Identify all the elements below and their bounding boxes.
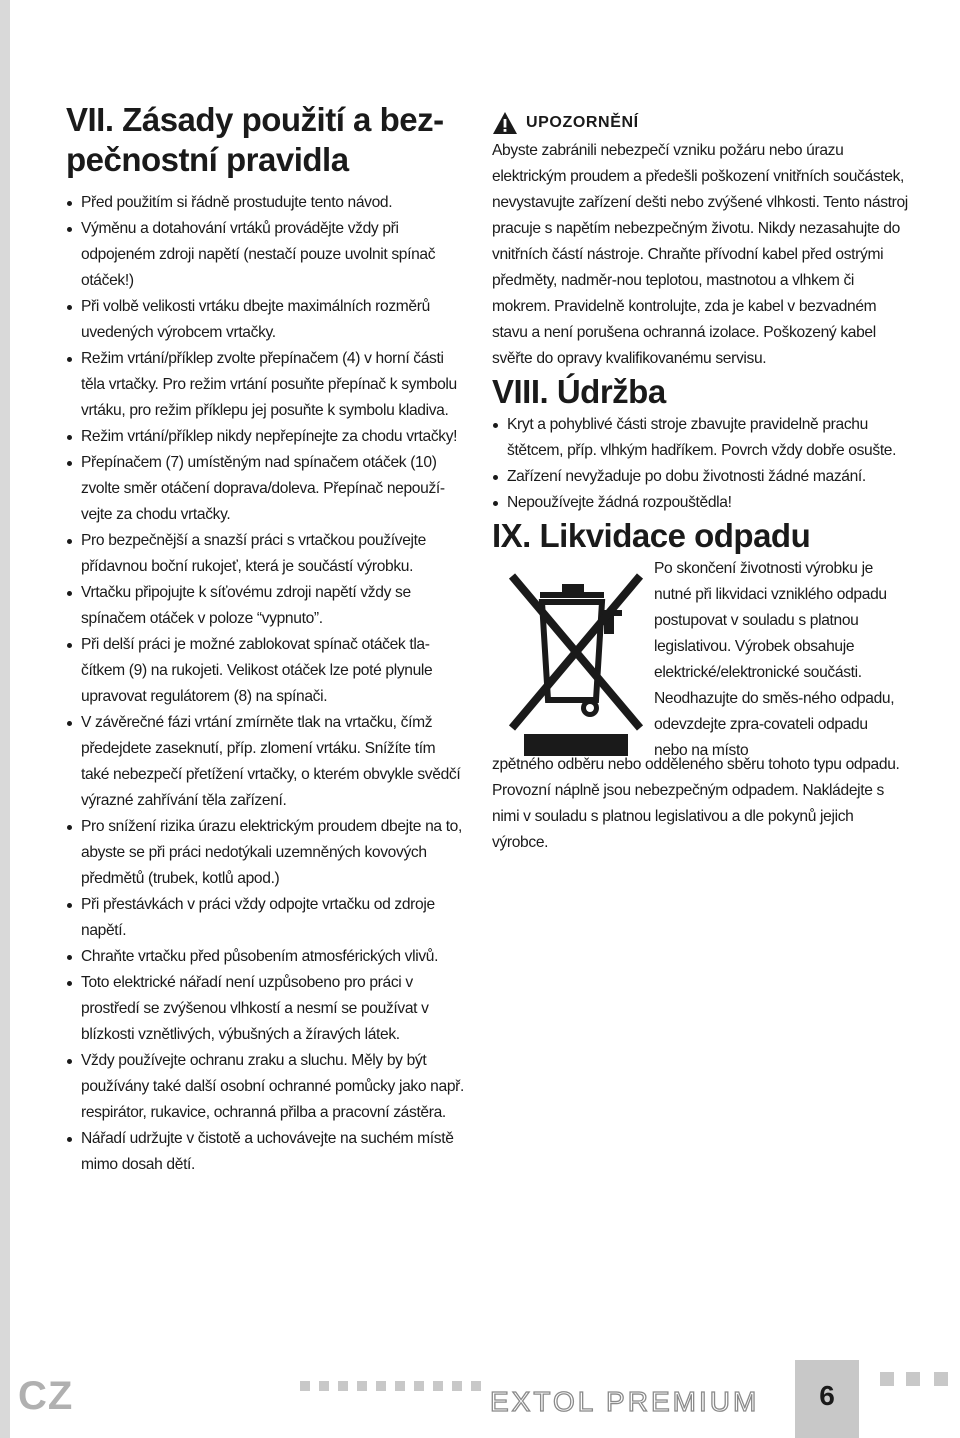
list-item-text: Zařízení nevyžaduje po dobu životnosti žádné mazání. — [507, 468, 866, 485]
bullet-icon — [67, 461, 72, 466]
section-8-list — [492, 412, 912, 516]
list-item-text: V závěrečné fázi vrtání zmírněte tlak na vrtačku, čímž předejdete zaseknutí, příp. zlomení vrtáku. Snížíte tím také nebezpečí přetížení vrtačky, o kterém obvykle svědčí výrazné zahřívání těla zařízení. — [81, 714, 461, 809]
list-item-text: Při volbě velikosti vrtáku dbejte maximálních rozměrů uvedených výrobcem vrtačky. — [81, 298, 430, 341]
list-item — [66, 814, 466, 892]
list-item — [492, 412, 912, 464]
list-item — [66, 710, 466, 814]
bullet-icon — [493, 501, 498, 506]
footer-decor-square — [906, 1372, 920, 1386]
section-9-title: IX. Likvidace odpadu — [492, 517, 811, 554]
page-footer — [0, 1360, 960, 1438]
bullet-icon — [67, 981, 72, 986]
weee-text-beside-icon: Po skončení životnosti výrobku je nutné při likvidaci vzniklého odpadu postupovat v souladu s platnou legislativou. Výrobek obsahuje elektrické/elektronické součásti. Neodhazujte do směs-ného odpadu, odevzdejte zpra-covateli odpadu nebo na místo — [654, 560, 895, 759]
list-item-text: Kryt a pohyblivé části stroje zbavujte pravidelně prachu štětcem, příp. vlhkým hadříkem. Povrch vždy dobře osušte. — [507, 416, 897, 459]
section-7-title-line2: pečnostní pravidla — [66, 141, 349, 178]
list-item-text: Toto elektrické nářadí není uzpůsobeno pro práci v prostředí se zvýšenou vlhkostí a nesmí se používat v blízkosti vznětlivých, výbušných a žíravých látek. — [81, 974, 429, 1043]
list-item — [66, 970, 466, 1048]
list-item — [66, 580, 466, 632]
right-column — [492, 96, 912, 856]
list-item-text: Nepoužívejte žádná rozpouštědla! — [507, 494, 732, 511]
list-item-text: Pro snížení rizika úrazu elektrickým proudem dbejte na to, abyste se při práci nedotýkali uzemněných kovových předmětů (trubek, kotlů apod.) — [81, 818, 462, 887]
warning-text: Abyste zabránili nebezpečí vzniku požáru nebo úrazu elektrickým proudem a předešli poškození vnitřních součástek, nevystavujte zařízení dešti nebo zvýšené vlhkosti. Tento nástroj pracuje s napětím nebezpečným životu. Nikdy nezasahujte do vnitřních částí nástroje. Chraňte přívodní kabel před ostrými předměty, nadměr-nou teplotou, mastnotou a vlhkem či mokrem. Pravidelně kontrolujte, zda je kabel v bezvadném stavu a není porušena ochranná izolace. Poškozený kabel svěřte do opravy kvalifikovanému servisu. — [492, 142, 908, 367]
list-item — [66, 346, 466, 424]
bullet-icon — [493, 475, 498, 480]
list-item — [66, 1048, 466, 1126]
bullet-icon — [67, 825, 72, 830]
bullet-icon — [67, 435, 72, 440]
list-item-text: Režim vrtání/příklep zvolte přepínačem (4) v horní části těla vrtačky. Pro režim vrtání posuňte přepínač k symbolu vrtáku, pro režim příklepu jej posuňte k symbolu kladiva. — [81, 350, 457, 419]
list-item — [66, 892, 466, 944]
list-item-text: Vždy používejte ochranu zraku a sluchu. Měly by být používány také další osobní ochranné pomůcky jako např. respirátor, rukavice, ochranná přilba a pracovní zástěra. — [81, 1052, 464, 1121]
footer-decor-squares-left — [300, 1378, 490, 1388]
list-item-text: Režim vrtání/příklep nikdy nepřepínejte za chodu vrtačky! — [81, 428, 458, 445]
footer-decor-square — [934, 1372, 948, 1386]
list-item-text: Přepínačem (7) umístěným nad spínačem otáček (10) zvolte směr otáčení doprava/doleva. Přepínač nepouží-vejte za chodu vrtačky. — [81, 454, 445, 523]
list-item — [492, 490, 912, 516]
list-item — [66, 294, 466, 346]
page-number: 6 — [819, 1380, 835, 1411]
bullet-icon — [67, 591, 72, 596]
left-column — [66, 96, 466, 1178]
warning-header — [492, 108, 912, 138]
bullet-icon — [67, 305, 72, 310]
list-item-text: Nářadí udržujte v čistotě a uchovávejte na suchém místě mimo dosah dětí. — [81, 1130, 454, 1173]
bullet-icon — [67, 1137, 72, 1142]
warning-triangle-icon — [492, 111, 518, 135]
bullet-icon — [67, 903, 72, 908]
list-item — [66, 944, 466, 970]
bullet-icon — [493, 423, 498, 428]
list-item — [66, 632, 466, 710]
bullet-icon — [67, 721, 72, 726]
list-item-text: Před použitím si řádně prostudujte tento návod. — [81, 194, 393, 211]
list-item-text: Při přestávkách v práci vždy odpojte vrtačku od zdroje napětí. — [81, 896, 435, 939]
language-code: CZ — [18, 1374, 74, 1418]
bullet-icon — [67, 1059, 72, 1064]
list-item-text: Pro bezpečnější a snazší práci s vrtačkou používejte přídavnou boční rukojeť, která je součástí výrobku. — [81, 532, 426, 575]
bullet-icon — [67, 955, 72, 960]
page-edge-strip — [0, 0, 10, 1438]
footer-decor-square — [880, 1372, 894, 1386]
warning-title: UPOZORNĚNÍ — [526, 114, 639, 131]
list-item — [66, 528, 466, 580]
section-8-title: VIII. Údržba — [492, 373, 666, 410]
weee-block — [492, 556, 912, 759]
page-number-box — [795, 1360, 859, 1438]
bullet-icon — [67, 227, 72, 232]
list-item-text: Výměnu a dotahování vrtáků provádějte vždy při odpojeném zdroji napětí (nestačí pouze uvolnit spínač otáček!) — [81, 220, 436, 289]
weee-text-below-icon: zpětného odběru nebo odděleného sběru tohoto typu odpadu. Provozní náplně jsou nebezpečným odpadem. Nakládejte s nimi v souladu s platnou legislativou a dle pokynů jejich výrobce. — [492, 756, 900, 851]
bullet-icon — [67, 539, 72, 544]
bullet-icon — [67, 357, 72, 362]
bullet-icon — [67, 201, 72, 206]
list-item — [66, 450, 466, 528]
bullet-icon — [67, 643, 72, 648]
section-7-list — [66, 190, 466, 1178]
section-7-title-line1: VII. Zásady použití a bez- — [66, 101, 444, 138]
brand-logo: EXTOL PREMIUM — [490, 1386, 760, 1417]
list-item-text: Chraňte vrtačku před působením atmosférických vlivů. — [81, 948, 439, 965]
list-item — [66, 424, 466, 450]
list-item — [492, 464, 912, 490]
list-item-text: Při delší práci je možné zablokovat spínač otáček tla-čítkem (9) na rukojeti. Velikost otáček lze poté plynule upravovat regulátorem (8) na spínači. — [81, 636, 433, 705]
weee-crossed-bin-icon — [504, 562, 648, 756]
list-item — [66, 216, 466, 294]
list-item — [66, 190, 466, 216]
section-7-title — [66, 100, 466, 180]
list-item — [66, 1126, 466, 1178]
list-item-text: Vrtačku připojujte k síťovému zdroji napětí vždy se spínačem otáček v poloze “vypnuto”. — [81, 584, 411, 627]
